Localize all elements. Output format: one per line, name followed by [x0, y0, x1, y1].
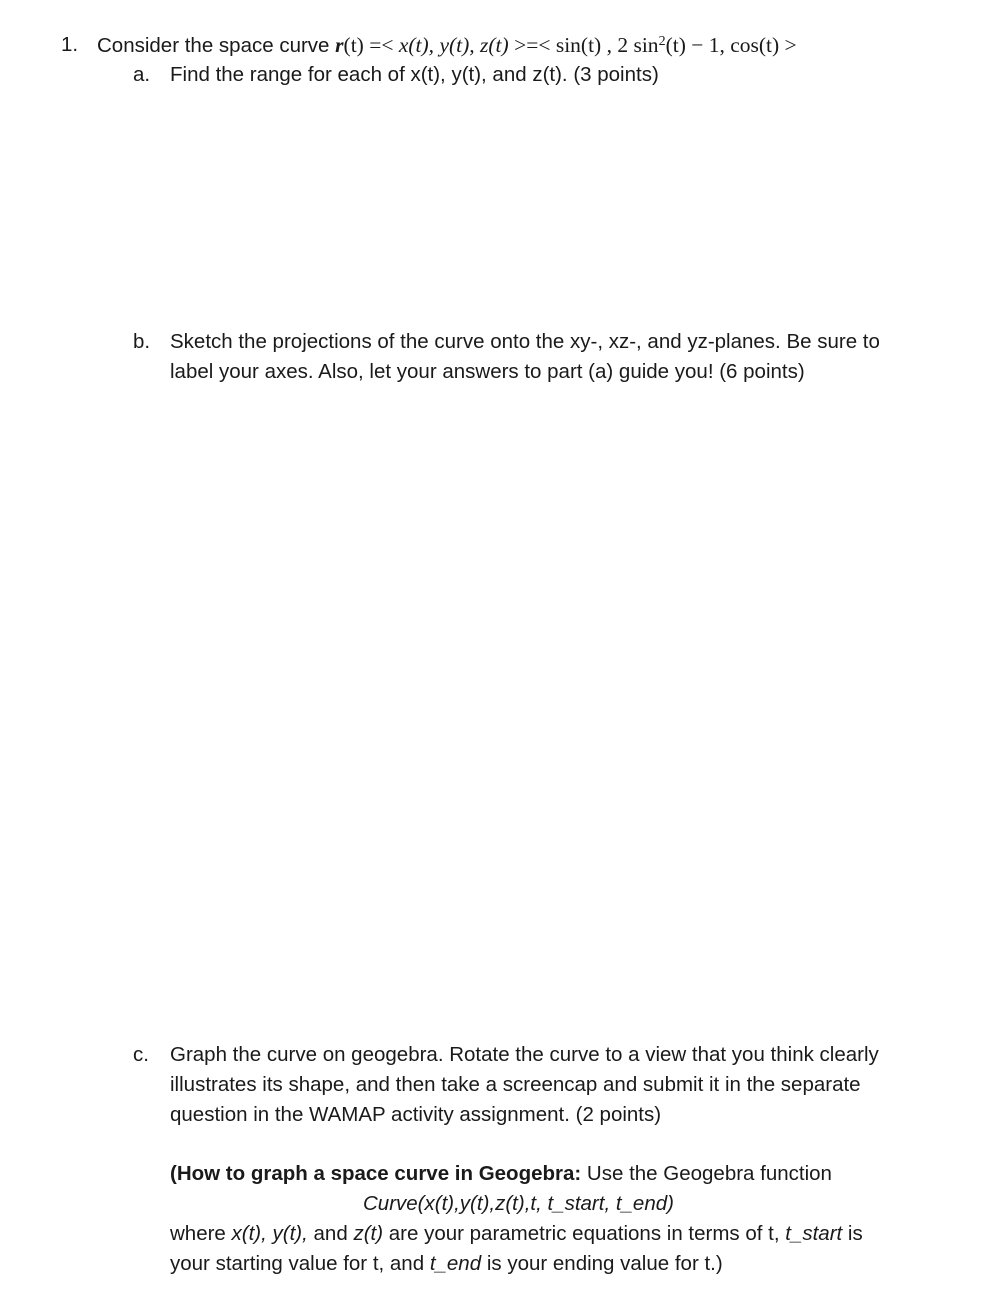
howto-text: and: [307, 1222, 354, 1245]
part-b-line-1: Sketch the projections of the curve onto the xy-, xz-, and yz-planes. Be sure to: [170, 330, 880, 353]
part-c-line-3: question in the WAMAP activity assignment. (2 points): [170, 1103, 662, 1126]
curve-formula: [335, 33, 797, 57]
geogebra-curve-function: Curve(x(t),y(t),z(t),t, t_start, t_end): [363, 1192, 674, 1215]
howto-text: your starting value for t, and: [170, 1252, 430, 1275]
howto-yt: y(t),: [272, 1222, 308, 1245]
part-c-marker: c.: [133, 1043, 149, 1066]
formula-exponent: 2: [658, 34, 666, 49]
howto-function: [363, 1189, 674, 1219]
question-number: 1.: [61, 33, 79, 56]
howto-heading: (How to graph a space curve in Geogebra:: [170, 1162, 582, 1185]
howto-text: are your parametric equations in terms of t,: [383, 1222, 786, 1245]
howto-line-1: [170, 1159, 832, 1189]
part-c-line-2: illustrates its shape, and then take a screencap and submit it in the separate: [170, 1073, 861, 1096]
howto-xt: x(t),: [231, 1222, 267, 1245]
formula-zt: z(t): [480, 33, 509, 57]
howto-intro: Use the Geogebra function: [581, 1162, 832, 1185]
howto-line-3: [170, 1219, 863, 1249]
formula-xt: x(t),: [398, 33, 440, 57]
formula-r: r: [335, 33, 344, 57]
formula-lhs-arg: (t) =<: [343, 33, 399, 57]
part-a-marker: a.: [133, 63, 151, 86]
howto-text: is: [842, 1222, 863, 1245]
howto-text: where: [170, 1222, 232, 1245]
howto-t-start: t_start: [785, 1222, 843, 1245]
part-b-marker: b.: [133, 330, 151, 353]
formula-yt: y(t),: [439, 33, 481, 57]
part-b-line-2: label your axes. Also, let your answers to part (a) guide you! (6 points): [170, 360, 805, 383]
part-c-line-1: Graph the curve on geogebra. Rotate the curve to a view that you think clearly: [170, 1043, 879, 1066]
howto-line-4: [170, 1249, 723, 1279]
part-a-text: Find the range for each of x(t), y(t), and z(t). (3 points): [170, 63, 659, 86]
howto-text: is your ending value for t.): [481, 1252, 723, 1275]
question-intro: Consider the space curve: [97, 34, 330, 57]
question-1-statement: [97, 30, 797, 61]
formula-mid: >=< sin(t) , 2 sin: [508, 33, 659, 57]
howto-t-end: t_end: [429, 1252, 482, 1275]
howto-zt: z(t): [353, 1222, 384, 1245]
formula-tail: (t) − 1, cos(t) >: [665, 33, 797, 57]
